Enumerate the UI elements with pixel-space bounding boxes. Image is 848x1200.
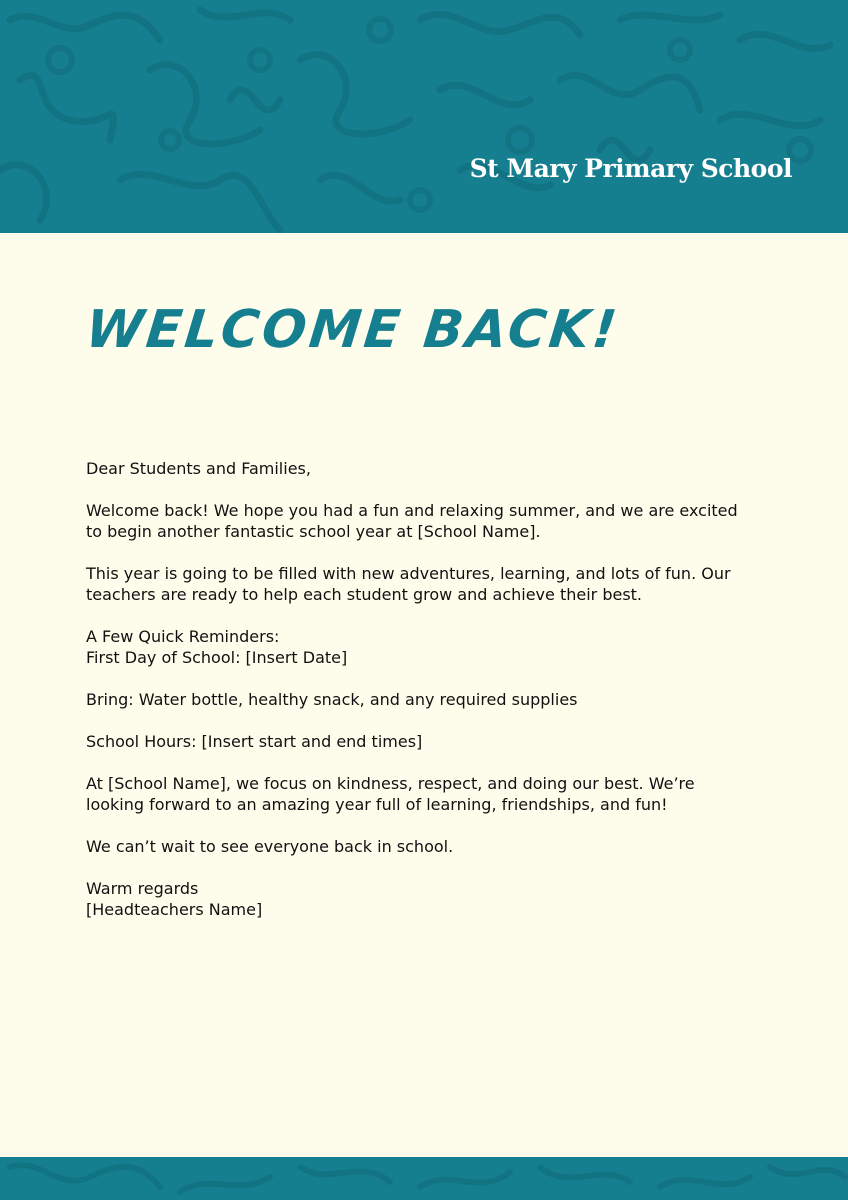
footer-doodle-pattern xyxy=(0,1157,848,1200)
footer-banner xyxy=(0,1157,848,1200)
school-name: St Mary Primary School xyxy=(469,154,792,183)
reminder-bring: Bring: Water bottle, healthy snack, and any required supplies xyxy=(86,690,578,709)
header-banner xyxy=(0,0,848,233)
letter-body xyxy=(86,458,746,941)
reminders-title: A Few Quick Reminders: xyxy=(86,627,280,646)
paragraph-2: This year is going to be filled with new adventures, learning, and lots of fun. Our teachers are ready to help each student grow and achieve their best. xyxy=(86,564,731,604)
paragraph-1: Welcome back! We hope you had a fun and relaxing summer, and we are excited to begin another fantastic school year at [School Name]. xyxy=(86,501,738,541)
paragraph-4: We can’t wait to see everyone back in school. xyxy=(86,837,454,856)
salutation: Dear Students and Families, xyxy=(86,459,311,478)
reminder-first-day: First Day of School: [Insert Date] xyxy=(86,648,348,667)
doodle-pattern xyxy=(0,0,848,233)
paragraph-3: At [School Name], we focus on kindness, respect, and doing our best. We’re looking forward to an amazing year full of learning, friendships, and fun! xyxy=(86,774,695,814)
welcome-heading: WELCOME BACK! xyxy=(82,300,623,360)
signature: [Headteachers Name] xyxy=(86,900,263,919)
reminder-hours: School Hours: [Insert start and end times] xyxy=(86,732,423,751)
closing: Warm regards xyxy=(86,879,199,898)
